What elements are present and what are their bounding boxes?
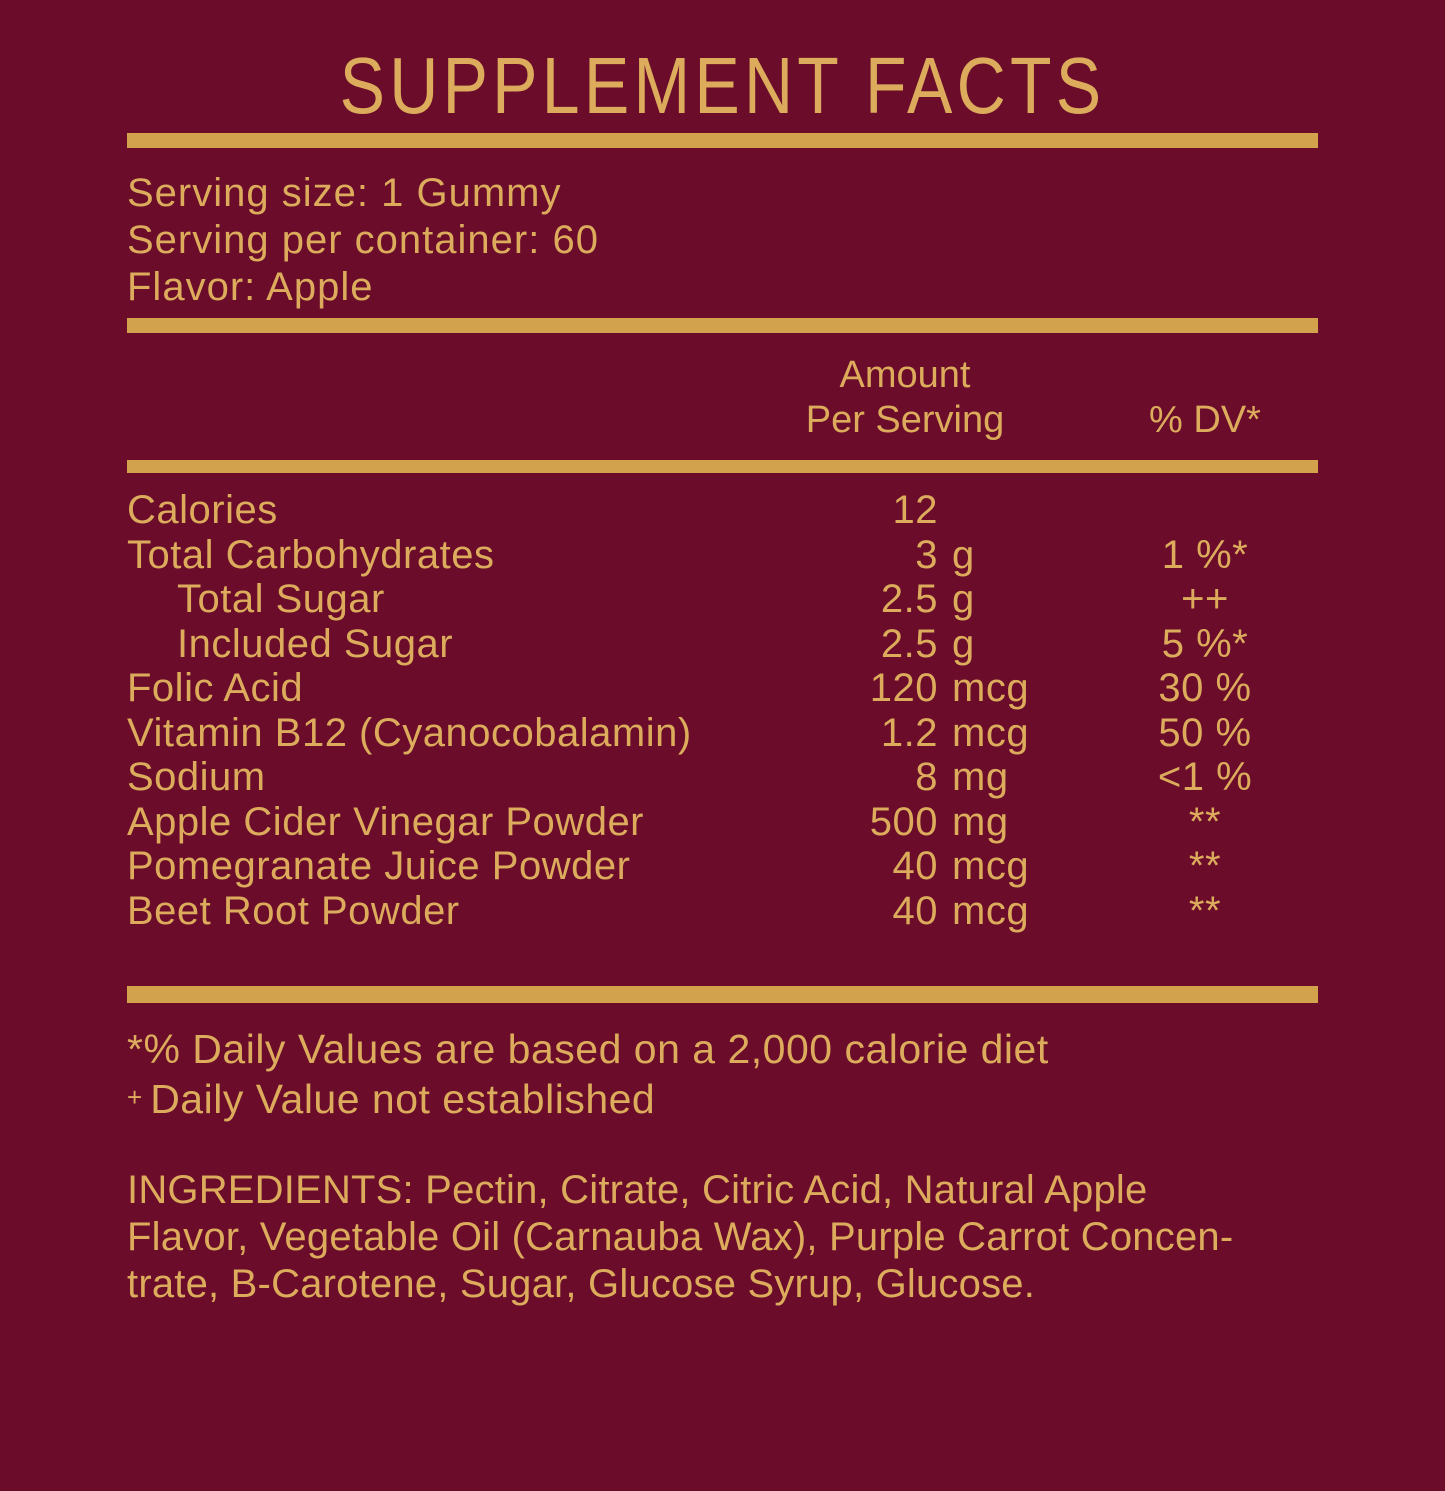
- nutrient-amount-unit: mcg: [952, 666, 1030, 710]
- nutrient-amount: [790, 666, 1072, 711]
- nutrient-row: [127, 711, 1318, 756]
- nutrient-amount-unit: mcg: [952, 888, 1030, 933]
- nutrient-row: [127, 889, 1318, 934]
- nutrient-amount-value: 3: [915, 532, 938, 577]
- ingredients-line: Flavor, Vegetable Oil (Carnauba Wax), Purple Carrot Concen-: [127, 1215, 1234, 1259]
- nutrient-amount-value: 2.5: [880, 621, 938, 666]
- nutrient-amount-value: 40: [892, 844, 938, 888]
- nutrient-label: Total Sugar: [177, 577, 385, 621]
- nutrient-row: [127, 577, 1318, 622]
- nutrient-row: [127, 800, 1318, 845]
- nutrient-dv: 1 %*: [1161, 532, 1249, 577]
- ingredients-line: INGREDIENTS: Pectin, Citrate, Citric Acid, Natural Apple: [127, 1168, 1148, 1212]
- nutrient-amount-unit: g: [952, 577, 975, 621]
- flavor-line: Flavor: Apple: [127, 265, 374, 309]
- divider-bar-header: [127, 460, 1318, 473]
- page-title: SUPPLEMENT FACTS: [339, 41, 1106, 130]
- nutrient-amount: [790, 533, 1072, 578]
- nutrient-dv: <1 %: [1157, 755, 1253, 799]
- ingredients-line: trate, B-Carotene, Sugar, Glucose Syrup, Glucose.: [127, 1262, 1036, 1306]
- nutrient-amount-value: 8: [915, 755, 938, 799]
- nutrient-row: [127, 488, 1318, 533]
- nutrient-amount-unit: mg: [952, 755, 1009, 799]
- nutrient-row: [127, 844, 1318, 889]
- nutrient-label: Folic Acid: [127, 666, 304, 710]
- nutrient-amount-value: 12: [892, 488, 938, 532]
- nutrient-dv: **: [1188, 799, 1222, 844]
- nutrient-label: Apple Cider Vinegar Powder: [127, 799, 645, 844]
- nutrient-label: Included Sugar: [177, 621, 454, 666]
- nutrient-amount-unit: g: [952, 621, 975, 666]
- nutrient-dv: 30 %: [1158, 666, 1252, 710]
- footnote-daily-values: *% Daily Values are based on a 2,000 calorie diet: [127, 1026, 1049, 1072]
- nutrient-row: [127, 755, 1318, 800]
- nutrient-label: Calories: [127, 488, 278, 532]
- nutrient-amount: [790, 711, 1072, 756]
- nutrient-dv: 50 %: [1158, 710, 1252, 755]
- amount-header-line1: Amount: [839, 354, 971, 396]
- nutrient-amount-value: 1.2: [880, 710, 938, 755]
- nutrient-label: Vitamin B12 (Cyanocobalamin): [127, 710, 692, 755]
- nutrient-dv: ++: [1181, 577, 1229, 621]
- nutrient-amount-value: 40: [892, 888, 938, 933]
- nutrient-row: [127, 622, 1318, 667]
- table-header: [127, 353, 1318, 443]
- nutrient-amount: [790, 577, 1072, 622]
- nutrient-amount: [790, 889, 1072, 934]
- footnote-not-established: [127, 1074, 1318, 1124]
- nutrient-amount: [790, 844, 1072, 889]
- nutrient-amount: [790, 622, 1072, 667]
- nutrient-label: Pomegranate Juice Powder: [127, 844, 631, 888]
- nutrient-amount-unit: g: [952, 532, 975, 577]
- plus-marker: +: [127, 1081, 143, 1112]
- nutrient-dv: **: [1188, 844, 1222, 888]
- amount-per-serving-header: [790, 353, 1072, 443]
- nutrient-label: Beet Root Powder: [127, 888, 460, 933]
- supplement-facts-label: [0, 41, 1445, 1491]
- serving-info: [127, 170, 1318, 311]
- nutrient-amount: [790, 755, 1072, 800]
- footnotes: [127, 1026, 1318, 1123]
- nutrient-table: [127, 488, 1318, 933]
- nutrient-amount-unit: mg: [952, 799, 1009, 844]
- divider-bar-serving: [127, 318, 1318, 333]
- ingredients-paragraph: [127, 1167, 1318, 1308]
- nutrient-amount-value: 2.5: [880, 577, 938, 621]
- serving-size-line: Serving size: 1 Gummy: [127, 171, 562, 215]
- nutrient-amount-unit: mcg: [952, 844, 1030, 888]
- nutrient-dv: [1130, 488, 1280, 533]
- divider-bar-top: [127, 133, 1318, 148]
- amount-header-line2: Per Serving: [805, 399, 1005, 441]
- nutrient-row: [127, 666, 1318, 711]
- nutrient-amount-unit: mcg: [952, 710, 1030, 755]
- nutrient-row: [127, 533, 1318, 578]
- nutrient-amount: [790, 488, 1072, 533]
- percent-dv-header: % DV*: [1149, 399, 1261, 441]
- divider-bar-footer: [127, 986, 1318, 1003]
- nutrient-label: Total Carbohydrates: [127, 532, 495, 577]
- nutrient-dv: 5 %*: [1161, 621, 1249, 666]
- servings-per-container-line: Serving per container: 60: [127, 218, 599, 262]
- nutrient-amount: [790, 800, 1072, 845]
- footnote-not-established-text: Daily Value not established: [150, 1075, 656, 1122]
- nutrient-amount-value: 120: [869, 666, 938, 710]
- nutrient-label: Sodium: [127, 755, 266, 799]
- nutrient-amount-value: 500: [869, 799, 938, 844]
- nutrient-amount-unit: [938, 488, 1072, 533]
- nutrient-dv: **: [1188, 888, 1222, 933]
